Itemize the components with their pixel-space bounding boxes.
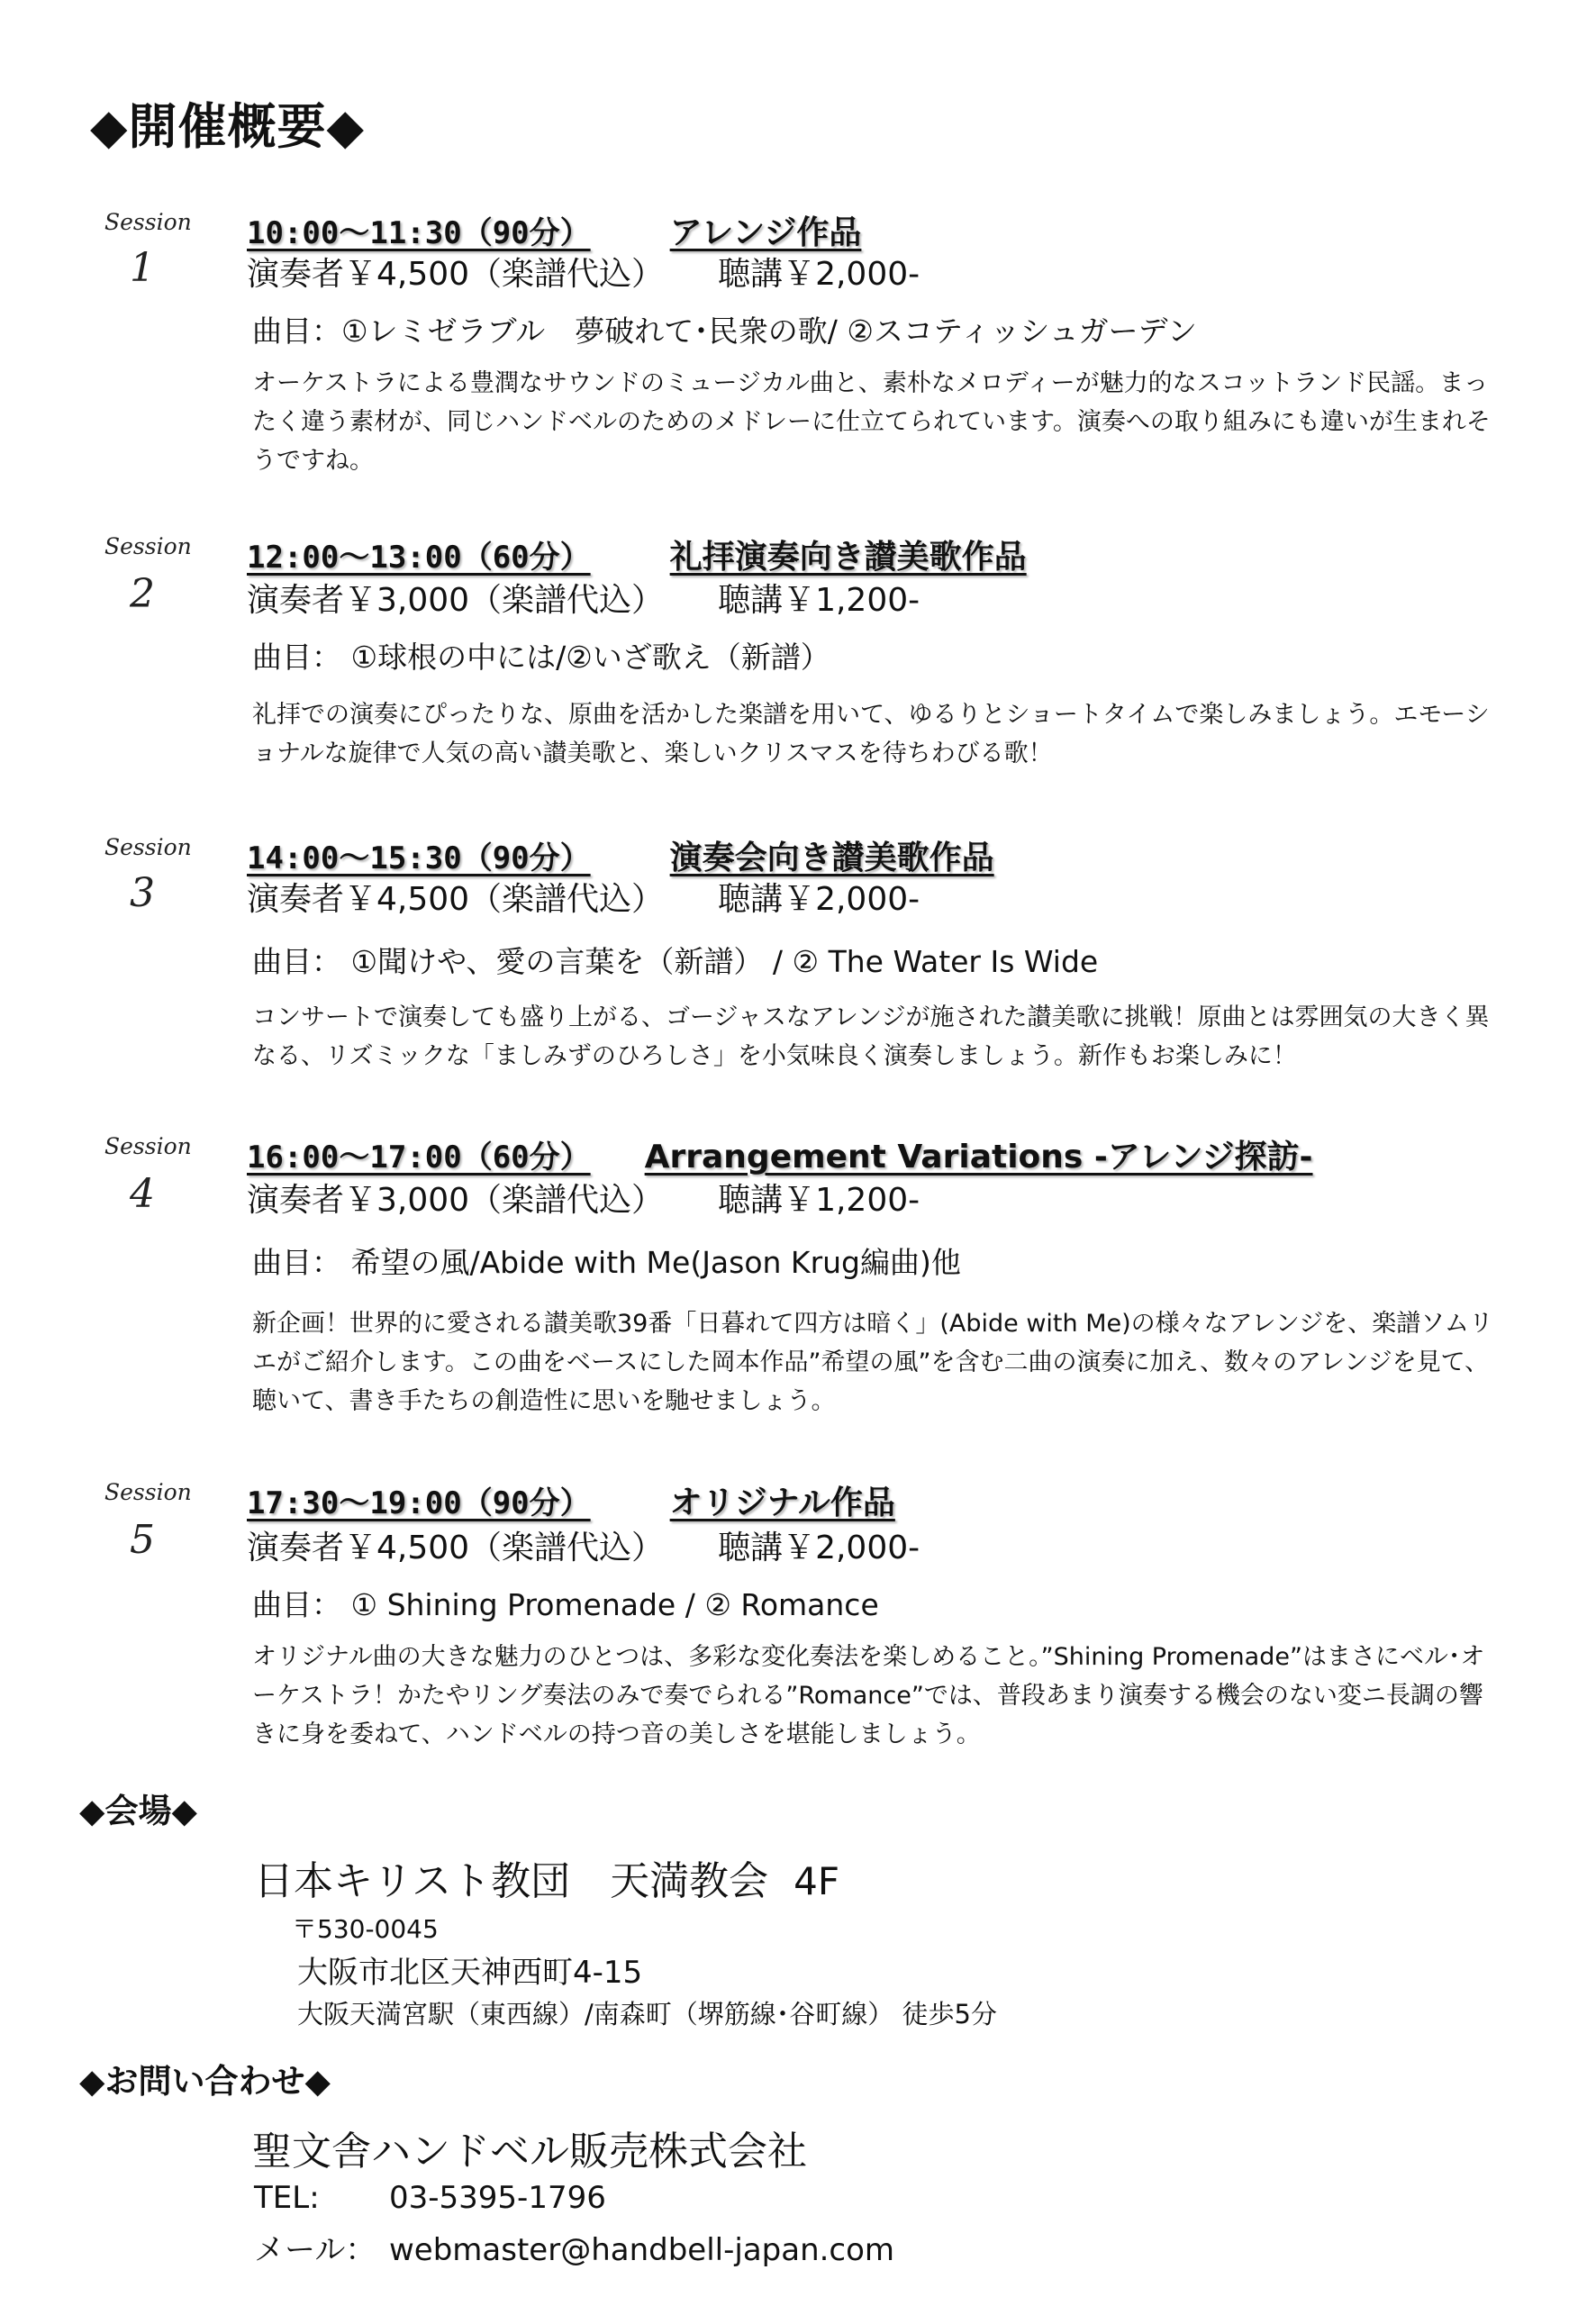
session-songs: 曲目： ① Shining Promenade / ② Romance [252, 1587, 879, 1622]
contact-company: 聖文舎ハンドベル販売株式会社 [252, 2129, 807, 2174]
page-heading: ◆開催概要◆ [90, 98, 366, 155]
contact-mail-row [254, 2225, 894, 2269]
session-title [247, 1131, 1313, 1177]
audience-fee: 聴講￥1,200- [718, 1182, 920, 1219]
session-prices [247, 249, 920, 295]
session-time: 14:00～15:30（90分） [247, 840, 591, 876]
audience-fee: 聴講￥2,000- [718, 256, 920, 293]
session-number: 1 [130, 245, 155, 291]
venue-name [254, 1848, 839, 1906]
session-number: 5 [130, 1517, 155, 1563]
session-label: Session [104, 209, 192, 235]
session-time: 17:30～19:00（90分） [247, 1485, 591, 1521]
session-songs: 曲目： ①聞けや、愛の言葉を（新譜） / ② The Water Is Wide [252, 944, 1099, 979]
venue-heading: ◆会場◆ [79, 1792, 197, 1830]
session-title [247, 207, 861, 253]
session-name: 演奏会向き讃美歌作品 [669, 840, 994, 876]
session-number: 3 [130, 870, 155, 916]
mail-address-link[interactable]: webmaster@handbell-japan.com [389, 2232, 895, 2268]
performer-fee: 演奏者￥4,500（楽譜代込） [247, 1530, 665, 1566]
contact-tel-row [254, 2180, 606, 2216]
audience-fee: 聴講￥2,000- [718, 1530, 920, 1566]
session-description: コンサートで演奏しても盛り上がる、ゴージャスなアレンジが施された讃美歌に挑戦！原曲とは雰囲気の大きく異なる、リズミックな「ましみずのひろしさ」を小気味良く演奏しましょう。新作もお楽しみに！ [252, 1003, 1490, 1070]
session-description: 新企画！世界的に愛される讃美歌39番「日暮れて四方は暗く」(Abide with Me)の様々なアレンジを、楽譜ソムリエがご紹介します。この曲をベースにした岡本作品”希望の風”を含む二曲の演奏に加え、数々のアレンジを見て、聴いて、書き手たちの創造性に思いを馳せましょう。 [252, 1310, 1493, 1415]
session-name: オリジナル作品 [669, 1484, 895, 1521]
audience-fee: 聴講￥2,000- [718, 881, 920, 918]
session-description: オーケストラによる豊潤なサウンドのミュージカル曲と、素朴なメロディーが魅力的なスコットランド民謡。まったく違う素材が、同じハンドベルのためのメドレーに仕立てられています。演奏への取り組みにも違いが生まれそうですね。 [252, 369, 1491, 475]
session-name: Arrangement Variations -アレンジ探訪- [644, 1139, 1313, 1176]
tel-label: TEL: [254, 2180, 320, 2216]
contact-heading: ◆お問い合わせ◆ [79, 2062, 331, 2101]
session-label: Session [104, 834, 192, 860]
venue-postal-code: 〒530-0045 [292, 1914, 439, 1944]
session-title [247, 832, 994, 878]
session-number: 4 [130, 1171, 155, 1217]
session-prices [247, 575, 920, 621]
session-description: 礼拝での演奏にぴったりな、原曲を活かした楽譜を用いて、ゆるりとショートタイムで楽しみましょう。エモーショナルな旋律で人気の高い讃美歌と、楽しいクリスマスを待ちわびる歌！ [252, 701, 1490, 767]
venue-access: 大阪天満宮駅（東西線）/南森町（堺筋線･谷町線） 徒歩5分 [297, 1999, 997, 2029]
performer-fee: 演奏者￥3,000（楽譜代込） [247, 1182, 665, 1219]
session-prices [247, 1175, 920, 1221]
session-name: 礼拝演奏向き讃美歌作品 [669, 539, 1027, 576]
session-time: 16:00～17:00（60分） [247, 1139, 591, 1176]
session-name: アレンジ作品 [669, 214, 862, 251]
session-label: Session [104, 533, 192, 559]
session-prices [247, 874, 920, 920]
tel-number[interactable]: 03-5395-1796 [389, 2180, 606, 2216]
performer-fee: 演奏者￥3,000（楽譜代込） [247, 582, 665, 619]
session-title [247, 531, 1027, 577]
session-time: 12:00～13:00（60分） [247, 540, 591, 576]
audience-fee: 聴講￥1,200- [718, 582, 920, 619]
performer-fee: 演奏者￥4,500（楽譜代込） [247, 881, 665, 918]
session-songs: 曲目： 希望の風/Abide with Me(Jason Krug編曲)他 [252, 1245, 961, 1280]
venue-church: 日本キリスト教団 天満教会 [254, 1858, 769, 1904]
session-songs: 曲目：①レミゼラブル 夢破れて･民衆の歌/ ②スコティッシュガーデン [252, 313, 1197, 349]
session-number: 2 [130, 571, 155, 617]
performer-fee: 演奏者￥4,500（楽譜代込） [247, 256, 665, 293]
mail-label: メール： [254, 2232, 376, 2268]
venue-address: 大阪市北区天神西町4-15 [297, 1955, 643, 1991]
session-description: オリジナル曲の大きな魅力のひとつは、多彩な変化奏法を楽しめること。”Shining Promenade”はまさにベル･オーケストラ！かたやリング奏法のみで奏でられる”Romance”では、普段あまり演奏する機会のない変ニ長調の響きに身を委ねて、ハンドベルの持つ音の美しさを堪能しましょう。 [252, 1643, 1485, 1748]
session-label: Session [104, 1133, 192, 1159]
session-label: Session [104, 1479, 192, 1505]
session-prices [247, 1522, 920, 1568]
session-time: 10:00～11:30（90分） [247, 215, 591, 251]
venue-floor: 4F [793, 1859, 840, 1903]
session-songs: 曲目： ①球根の中には/②いざ歌え（新譜） [252, 640, 830, 675]
session-title [247, 1477, 895, 1523]
